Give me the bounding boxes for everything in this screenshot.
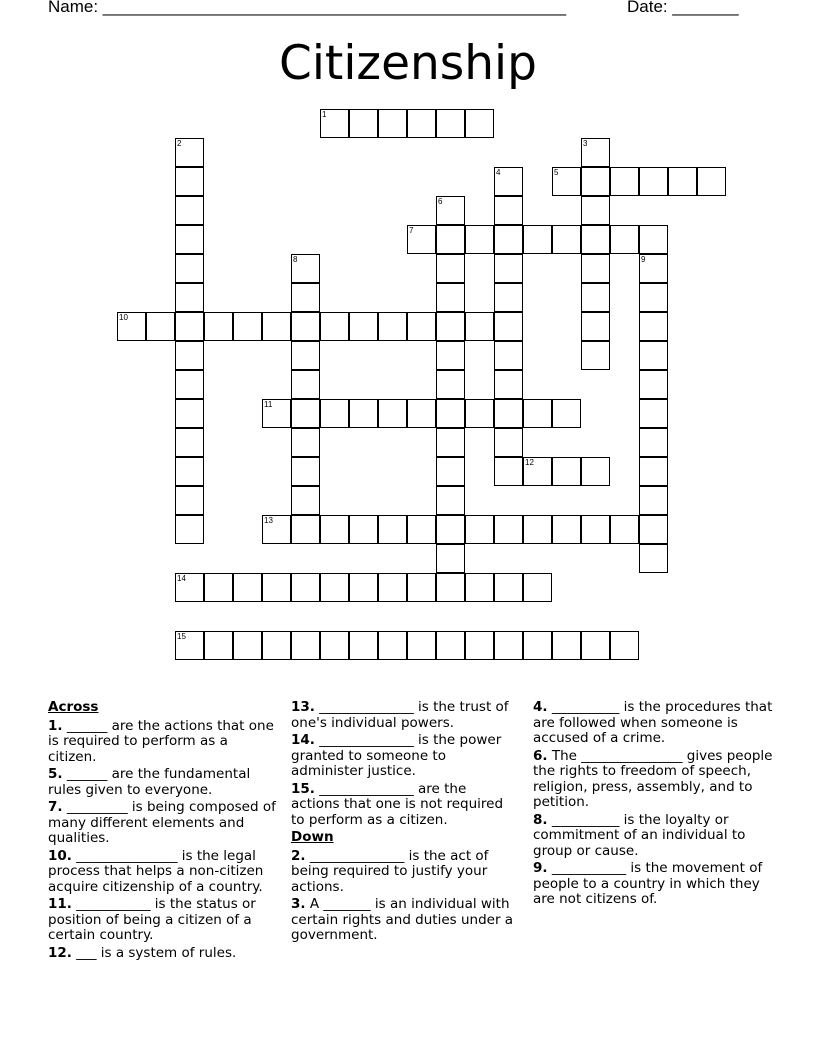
grid-cell[interactable] <box>291 573 320 602</box>
grid-cell[interactable] <box>175 196 204 225</box>
grid-cell[interactable] <box>581 254 610 283</box>
grid-cell[interactable] <box>465 312 494 341</box>
grid-cell[interactable] <box>349 515 378 544</box>
clue-number: 8 <box>293 255 298 264</box>
grid-cell[interactable] <box>581 283 610 312</box>
grid-cell[interactable] <box>349 399 378 428</box>
grid-cell[interactable] <box>552 399 581 428</box>
grid-cell[interactable] <box>494 457 523 486</box>
grid-cell[interactable] <box>494 196 523 225</box>
grid-cell[interactable] <box>407 225 436 254</box>
grid-cell[interactable] <box>581 631 610 660</box>
grid-cell[interactable] <box>610 167 639 196</box>
grid-cell[interactable] <box>494 312 523 341</box>
clue-column-3 <box>533 700 773 910</box>
grid-cell[interactable] <box>610 225 639 254</box>
grid-cell[interactable] <box>581 515 610 544</box>
grid-cell[interactable] <box>407 399 436 428</box>
grid-cell[interactable] <box>465 631 494 660</box>
clue-number: 10 <box>119 313 128 322</box>
grid-cell[interactable] <box>175 573 204 602</box>
grid-cell[interactable] <box>639 312 668 341</box>
grid-cell[interactable] <box>175 486 204 515</box>
grid-cell[interactable] <box>494 167 523 196</box>
grid-cell[interactable] <box>436 486 465 515</box>
clue-number: 7 <box>409 226 414 235</box>
clue-across: 14. ______________ is the power granted to someone to administer justice. <box>291 732 502 779</box>
clue-across: 10. _______________ is the legal process that helps a non-citizen acquire citizenship of a country. <box>48 847 264 895</box>
clue-number: 2 <box>177 139 182 148</box>
grid-cell[interactable] <box>291 341 320 370</box>
grid-cell[interactable] <box>436 631 465 660</box>
grid-cell[interactable] <box>378 573 407 602</box>
grid-cell[interactable] <box>639 283 668 312</box>
grid-cell[interactable] <box>581 457 610 486</box>
grid-cell[interactable] <box>436 312 465 341</box>
grid-cell[interactable] <box>494 631 523 660</box>
grid-cell[interactable] <box>175 341 204 370</box>
grid-cell[interactable] <box>407 312 436 341</box>
grid-cell[interactable] <box>175 225 204 254</box>
grid-cell[interactable] <box>523 631 552 660</box>
grid-cell[interactable] <box>175 399 204 428</box>
grid-cell[interactable] <box>639 225 668 254</box>
grid-cell[interactable] <box>233 573 262 602</box>
clue-number: 3 <box>583 139 588 148</box>
grid-cell[interactable] <box>378 399 407 428</box>
grid-cell[interactable] <box>204 573 233 602</box>
grid-cell[interactable] <box>552 457 581 486</box>
grid-cell[interactable] <box>639 515 668 544</box>
grid-cell[interactable] <box>639 428 668 457</box>
grid-cell[interactable] <box>552 167 581 196</box>
grid-cell[interactable] <box>639 167 668 196</box>
grid-cell[interactable] <box>494 225 523 254</box>
grid-cell[interactable] <box>436 196 465 225</box>
grid-cell[interactable] <box>349 312 378 341</box>
clue-number: 13 <box>264 516 273 525</box>
grid-cell[interactable] <box>494 515 523 544</box>
grid-cell[interactable] <box>291 457 320 486</box>
clue-across: 7. _________ is being composed of many different elements and qualities. <box>48 799 276 846</box>
grid-cell[interactable] <box>291 428 320 457</box>
grid-cell[interactable] <box>523 457 552 486</box>
grid-cell[interactable] <box>146 312 175 341</box>
grid-cell[interactable] <box>262 573 291 602</box>
grid-cell[interactable] <box>349 573 378 602</box>
grid-cell[interactable] <box>465 399 494 428</box>
grid-cell[interactable] <box>407 573 436 602</box>
name-field-label: Name: _________________________________________________ <box>48 0 567 16</box>
grid-cell[interactable] <box>233 631 262 660</box>
grid-cell[interactable] <box>204 631 233 660</box>
clue-down: 4. __________ is the procedures that are followed when someone is accused of a crime. <box>533 699 773 746</box>
grid-cell[interactable] <box>175 283 204 312</box>
grid-cell[interactable] <box>291 486 320 515</box>
grid-cell[interactable] <box>204 312 233 341</box>
grid-cell[interactable] <box>494 254 523 283</box>
grid-cell[interactable] <box>262 631 291 660</box>
grid-cell[interactable] <box>320 573 349 602</box>
grid-cell[interactable] <box>494 341 523 370</box>
grid-cell[interactable] <box>262 399 291 428</box>
grid-cell[interactable] <box>523 515 552 544</box>
grid-cell[interactable] <box>465 225 494 254</box>
grid-cell[interactable] <box>465 573 494 602</box>
grid-cell[interactable] <box>697 167 726 196</box>
grid-cell[interactable] <box>436 254 465 283</box>
grid-cell[interactable] <box>436 341 465 370</box>
grid-cell[interactable] <box>349 109 378 138</box>
clue-number: 1 <box>322 110 327 119</box>
grid-cell[interactable] <box>378 515 407 544</box>
across-heading: Across <box>48 699 99 715</box>
grid-cell[interactable] <box>639 457 668 486</box>
clue-number: 4 <box>496 168 501 177</box>
clue-across: 5. ______ are the fundamental rules given to everyone. <box>48 766 251 798</box>
grid-cell[interactable] <box>175 138 204 167</box>
grid-cell[interactable] <box>117 312 146 341</box>
clue-down: 2. ______________ is the act of being required to justify your actions. <box>291 847 489 895</box>
grid-cell[interactable] <box>639 370 668 399</box>
clue-number: 9 <box>641 255 646 264</box>
clue-number: 5 <box>554 168 559 177</box>
grid-cell[interactable] <box>291 515 320 544</box>
grid-cell[interactable] <box>262 515 291 544</box>
grid-cell[interactable] <box>465 515 494 544</box>
grid-cell[interactable] <box>291 254 320 283</box>
clue-down: 6. The _______________ gives people the rights to freedom of speech, religion, press, assembly, and to petition. <box>533 747 773 810</box>
clue-number: 11 <box>264 400 273 409</box>
grid-cell[interactable] <box>581 225 610 254</box>
grid-cell[interactable] <box>581 341 610 370</box>
grid-cell[interactable] <box>552 515 581 544</box>
clue-down: 3. A _______ is an individual with certain rights and duties under a government. <box>291 896 514 943</box>
grid-cell[interactable] <box>291 283 320 312</box>
grid-cell[interactable] <box>291 370 320 399</box>
grid-cell[interactable] <box>378 109 407 138</box>
page-title: Citizenship <box>279 36 537 91</box>
grid-cell[interactable] <box>407 109 436 138</box>
clue-down: 9. ___________ is the movement of people to a country in which they are not citizens of. <box>533 860 763 907</box>
grid-cell[interactable] <box>407 515 436 544</box>
clue-column-2 <box>291 700 519 946</box>
grid-cell[interactable] <box>320 109 349 138</box>
grid-cell[interactable] <box>436 515 465 544</box>
grid-cell[interactable] <box>175 254 204 283</box>
grid-cell[interactable] <box>436 109 465 138</box>
grid-cell[interactable] <box>378 312 407 341</box>
date-field-label: Date: _______ <box>627 0 739 16</box>
grid-cell[interactable] <box>639 486 668 515</box>
grid-cell[interactable] <box>436 573 465 602</box>
clue-across: 1. ______ are the actions that one is required to perform as a citizen. <box>48 717 274 765</box>
grid-cell[interactable] <box>610 515 639 544</box>
grid-cell[interactable] <box>552 225 581 254</box>
grid-cell[interactable] <box>610 631 639 660</box>
grid-cell[interactable] <box>175 631 204 660</box>
grid-cell[interactable] <box>175 457 204 486</box>
grid-cell[interactable] <box>581 312 610 341</box>
grid-cell[interactable] <box>494 370 523 399</box>
down-heading: Down <box>291 829 334 845</box>
grid-cell[interactable] <box>639 544 668 573</box>
clue-down: 8. __________ is the loyalty or commitment of an individual to group or cause. <box>533 811 746 859</box>
grid-cell[interactable] <box>320 631 349 660</box>
grid-cell[interactable] <box>320 399 349 428</box>
grid-cell[interactable] <box>233 312 262 341</box>
clue-across: 15. ______________ are the actions that one is not required to perform as a citizen. <box>291 780 504 828</box>
grid-cell[interactable] <box>552 631 581 660</box>
grid-cell[interactable] <box>494 283 523 312</box>
grid-cell[interactable] <box>175 312 204 341</box>
grid-cell[interactable] <box>436 283 465 312</box>
grid-cell[interactable] <box>581 196 610 225</box>
grid-cell[interactable] <box>175 370 204 399</box>
grid-cell[interactable] <box>581 138 610 167</box>
clue-across: 12. ___ is a system of rules. <box>48 944 237 961</box>
clue-across: 13. ______________ is the trust of one's individual powers. <box>291 699 509 731</box>
grid-cell[interactable] <box>639 254 668 283</box>
grid-cell[interactable] <box>262 312 291 341</box>
grid-cell[interactable] <box>523 399 552 428</box>
grid-cell[interactable] <box>639 399 668 428</box>
grid-cell[interactable] <box>436 225 465 254</box>
clue-number: 6 <box>438 197 443 206</box>
grid-cell[interactable] <box>639 341 668 370</box>
grid-cell[interactable] <box>175 167 204 196</box>
grid-cell[interactable] <box>175 428 204 457</box>
grid-cell[interactable] <box>523 225 552 254</box>
grid-cell[interactable] <box>291 312 320 341</box>
grid-cell[interactable] <box>291 631 320 660</box>
grid-cell[interactable] <box>436 544 465 573</box>
grid-cell[interactable] <box>581 167 610 196</box>
grid-cell[interactable] <box>465 109 494 138</box>
grid-cell[interactable] <box>291 399 320 428</box>
clue-number: 14 <box>177 574 186 583</box>
clue-number: 12 <box>525 458 534 467</box>
clue-number: 15 <box>177 632 186 641</box>
grid-cell[interactable] <box>407 631 436 660</box>
grid-cell[interactable] <box>668 167 697 196</box>
grid-cell[interactable] <box>436 399 465 428</box>
grid-cell[interactable] <box>320 312 349 341</box>
clue-across: 11. ___________ is the status or position of being a citizen of a certain country. <box>48 896 256 943</box>
grid-cell[interactable] <box>494 428 523 457</box>
clue-column-1 <box>48 700 276 963</box>
grid-cell[interactable] <box>494 573 523 602</box>
grid-cell[interactable] <box>436 370 465 399</box>
grid-cell[interactable] <box>494 399 523 428</box>
grid-cell[interactable] <box>175 515 204 544</box>
grid-cell[interactable] <box>378 631 407 660</box>
grid-cell[interactable] <box>436 428 465 457</box>
grid-cell[interactable] <box>320 515 349 544</box>
grid-cell[interactable] <box>349 631 378 660</box>
grid-cell[interactable] <box>523 573 552 602</box>
grid-cell[interactable] <box>436 457 465 486</box>
